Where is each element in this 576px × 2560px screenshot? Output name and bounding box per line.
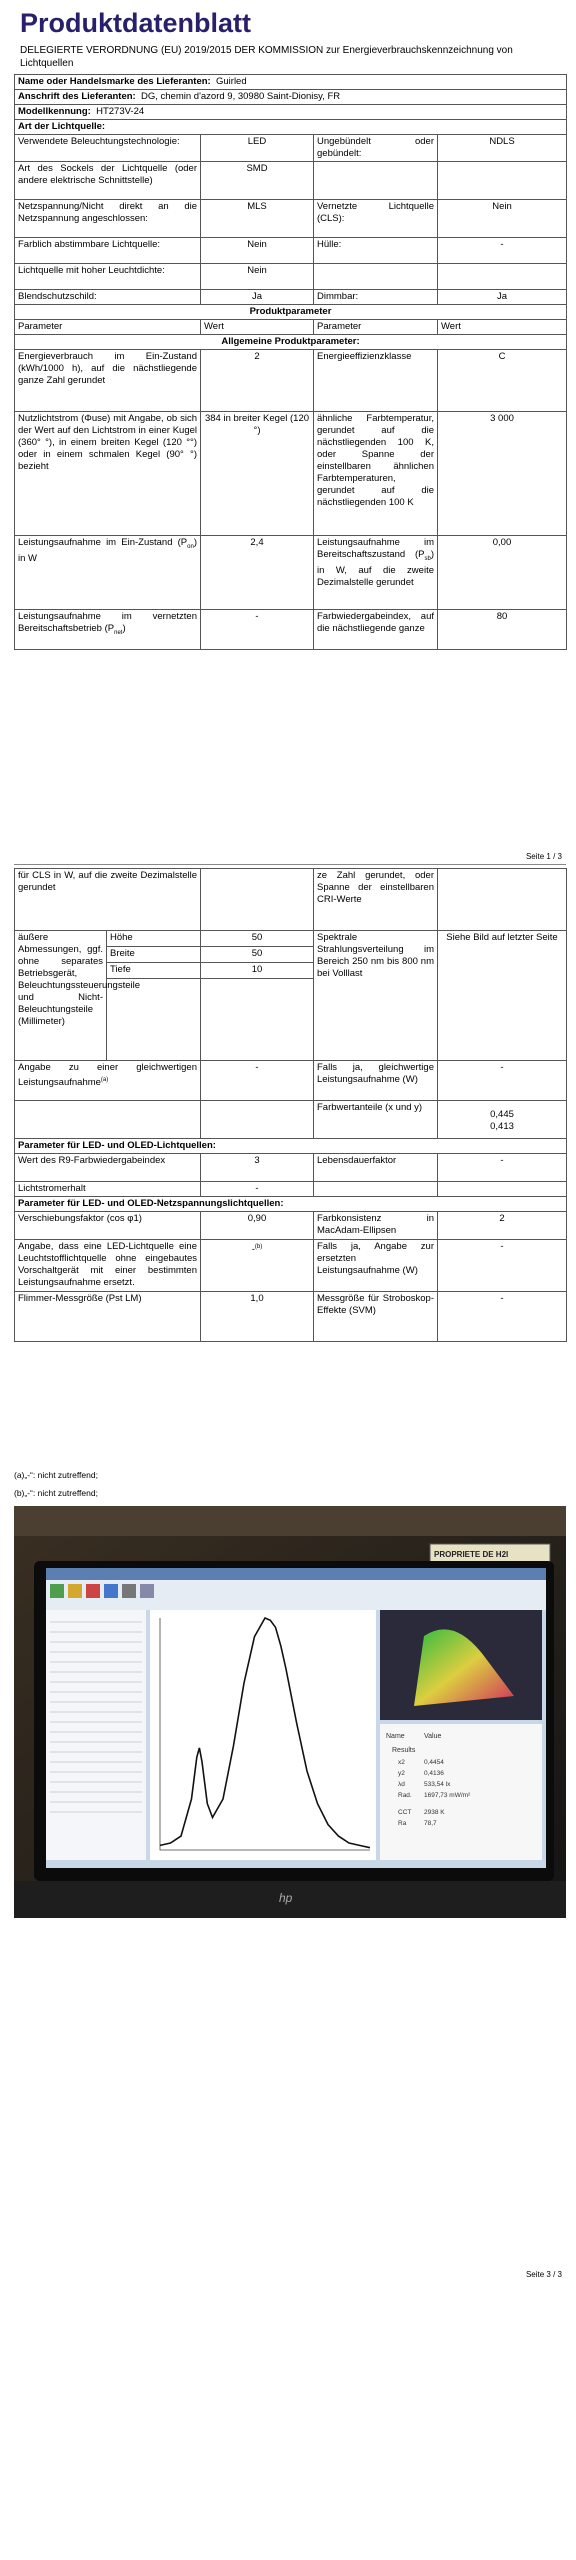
param-label: Farbkonsistenz in MacAdam-Ellipsen [314, 1212, 438, 1240]
param-value: 384 in breiter Kegel (120 °) [201, 412, 314, 536]
result-value: 533,54 lx [424, 1781, 451, 1788]
param-label [15, 610, 201, 650]
product-params-heading-row [15, 305, 567, 320]
param-value: - [201, 1182, 314, 1197]
equiv-row [15, 1061, 567, 1101]
hp-logo: hp [279, 1891, 293, 1905]
result-key: λd [398, 1781, 405, 1788]
light-source-row [15, 238, 567, 264]
chroma-value [438, 1101, 567, 1139]
param-row [15, 350, 567, 412]
param-value [201, 1240, 314, 1292]
led-param-row [15, 1182, 567, 1197]
equiv-label-sup: (a) [100, 1077, 109, 1083]
param-label: Wert des R9-Farbwiedergabeindex [15, 1154, 201, 1182]
result-value: 1697,73 mW/m² [424, 1792, 471, 1799]
param-label: für CLS in W, auf die zweite Dezimalstelle gerundet [15, 869, 201, 931]
param-value: 0,00 [438, 536, 567, 610]
height-value: 50 [201, 931, 314, 947]
supplier-address-row [15, 90, 567, 105]
ls-label-1: Blendschutzschild: [15, 290, 201, 305]
col-value-header: Wert [438, 320, 567, 335]
param-row [15, 610, 567, 650]
supplier-name-row [15, 75, 567, 90]
param-label [314, 1182, 438, 1197]
light-source-row [15, 135, 567, 162]
ls-value-1: MLS [201, 200, 314, 238]
led-heading-row [15, 1139, 567, 1154]
result-value: 2938 K [424, 1809, 445, 1816]
param-label-text: Leistungsaufnahme im Ein-Zustand (P [18, 537, 188, 548]
ls-value-1: Nein [201, 264, 314, 290]
param-label: ähnliche Farbtemperatur, gerundet auf die nächstliegenden 100 K, oder Spanne der einstellbaren ähnlichen Farbtemperaturen, gerundet auf die nächstliegenden 100 K [314, 412, 438, 536]
equiv-w-label: Falls ja, gleichwertige Leistungsaufnahme (W) [314, 1061, 438, 1101]
ls-label-1: Verwendete Beleuchtungstechnologie: [15, 135, 201, 162]
model-row [15, 105, 567, 120]
param-value [201, 869, 314, 931]
param-label: Energieverbrauch im Ein-Zustand (kWh/1000 h), auf die nächstliegende ganze Zahl gerundet [15, 350, 201, 412]
ls-value-1: SMD [201, 162, 314, 200]
result-key: CCT [398, 1809, 412, 1816]
dimensions-label: äußere Abmessungen, ggf. ohne separates Betriebsgerät, Beleuchtungssteuerungsteile und Nicht-Beleuchtungsteile (Millimeter) [15, 931, 107, 1061]
param-label-sub: on [187, 543, 194, 550]
param-label: Verschiebungsfaktor (cos φ1) [15, 1212, 201, 1240]
light-source-row [15, 200, 567, 238]
chroma-row [15, 1101, 567, 1139]
light-source-heading: Art der Lichtquelle: [15, 120, 567, 135]
model-label: Modellkennung: [18, 106, 91, 117]
param-value: C [438, 350, 567, 412]
page-number: Seite 3 / 3 [525, 2270, 562, 2279]
light-source-heading-row [15, 120, 567, 135]
chroma-x: 0,445 [490, 1109, 514, 1120]
light-source-row [15, 290, 567, 305]
ls-label-1: Art des Sockels der Lichtquelle (oder andere elektrische Schnittstelle) [15, 162, 201, 200]
supplier-name-label: Name oder Handelsmarke des Lieferanten: [18, 76, 211, 87]
supplier-name-value: Guirled [216, 76, 247, 87]
param-label-end: ) [122, 623, 126, 634]
dimension-row [15, 931, 567, 947]
ls-value-2: Ja [438, 290, 567, 305]
param-label: Lebensdauerfaktor [314, 1154, 438, 1182]
param-label [314, 536, 438, 610]
ls-label-2: Dimmbar: [314, 290, 438, 305]
equiv-value: - [201, 1061, 314, 1101]
empty-cell [15, 1101, 201, 1139]
param-value: 80 [438, 610, 567, 650]
led-mains-row [15, 1292, 567, 1342]
result-value: 78,7 [424, 1820, 437, 1827]
param-value-sup: (b) [254, 1244, 263, 1250]
param-label: Messgröße für Stroboskop-Effekte (SVM) [314, 1292, 438, 1342]
regulation-text: DELEGIERTE VERORDNUNG (EU) 2019/2015 DER KOMMISSION zur Energieverbrauchskennzeichnung von Lichtquellen [20, 45, 513, 69]
page-title: Produktdatenblatt [20, 8, 252, 38]
spectrometer-photo [14, 1506, 566, 1918]
led-params-heading: Parameter für LED- und OLED-Lichtquellen: [15, 1139, 567, 1154]
ls-value-2 [438, 264, 567, 290]
ls-label-2: Ungebündelt oder gebündelt: [314, 135, 438, 162]
param-label-text: Leistungsaufnahme im Bereitschaftszustand (P [317, 537, 434, 560]
ls-label-2 [314, 162, 438, 200]
ls-value-1: Ja [201, 290, 314, 305]
param-value: 3 000 [438, 412, 567, 536]
general-params-heading: Allgemeine Produktparameter: [15, 335, 567, 350]
led-mains-heading: Parameter für LED- und OLED-Netzspannungslichtquellen: [15, 1197, 567, 1212]
legend-value-header: Value [424, 1733, 442, 1740]
depth-label: Tiefe [107, 963, 201, 979]
param-label-end: ) in W, auf die zweite Dezimalstelle gerundet [317, 549, 434, 588]
empty-cell [201, 1101, 314, 1139]
param-row [15, 412, 567, 536]
result-value: 0,4136 [424, 1770, 444, 1777]
product-sheet-table-page2 [14, 868, 567, 1342]
chroma-y: 0,413 [490, 1121, 514, 1132]
ls-label-2 [314, 264, 438, 290]
spectral-value: Siehe Bild auf letzter Seite [438, 931, 567, 1061]
param-label-sub: sb [424, 555, 431, 562]
param-row [15, 536, 567, 610]
result-value: 0,4454 [424, 1759, 444, 1766]
ls-value-1: Nein [201, 238, 314, 264]
model-value: HT273V-24 [96, 106, 145, 117]
ls-value-2: NDLS [438, 135, 567, 162]
col-param-header: Parameter [15, 320, 201, 335]
result-key: Ra [398, 1820, 407, 1827]
sticker-label: PROPRIETE DE H2I [434, 1550, 509, 1559]
led-mains-heading-row [15, 1197, 567, 1212]
param-label: Lichtstromerhalt [15, 1182, 201, 1197]
param-value: 2 [201, 350, 314, 412]
ls-value-2: Nein [438, 200, 567, 238]
empty-cell [201, 979, 314, 1061]
ls-value-2: - [438, 238, 567, 264]
equiv-w-value: - [438, 1061, 567, 1101]
width-value: 50 [201, 947, 314, 963]
general-params-heading-row [15, 335, 567, 350]
column-header-row [15, 320, 567, 335]
led-param-row [15, 1154, 567, 1182]
param-label: Falls ja, Angabe zur ersetzten Leistungsaufnahme (W) [314, 1240, 438, 1292]
equiv-label [15, 1061, 201, 1101]
page-number: Seite 1 / 3 [525, 852, 562, 861]
page-separator [14, 864, 566, 865]
param-label: ze Zahl gerundet, oder Spanne der einstellbaren CRI-Werte [314, 869, 438, 931]
ls-label-2: Vernetzte Lichtquelle (CLS): [314, 200, 438, 238]
param-label: Farbwiedergabeindex, auf die nächstliegende ganze [314, 610, 438, 650]
param-value: - [438, 1154, 567, 1182]
param-value: - [438, 1292, 567, 1342]
ls-label-2: Hülle: [314, 238, 438, 264]
supplier-address-label: Anschrift des Lieferanten: [18, 91, 136, 102]
laptop-screen-photo [14, 1506, 566, 1918]
led-mains-row [15, 1212, 567, 1240]
param-row-continued [15, 869, 567, 931]
height-label: Höhe [107, 931, 201, 947]
supplier-address-value: DG, chemin d'azord 9, 30980 Saint-Dionisy, FR [141, 91, 341, 102]
col-value-header: Wert [201, 320, 314, 335]
param-label: Energieeffizienzklasse [314, 350, 438, 412]
param-label: Nutzlichtstrom (Φuse) mit Angabe, ob sich der Wert auf den Lichtstrom in einer Kugel (360° °), in einem breiten Kegel (120 °°) oder in einem schmalen Kegel (90° °) bezieht [15, 412, 201, 536]
depth-value: 10 [201, 963, 314, 979]
ls-label-1: Lichtquelle mit hoher Leuchtdichte: [15, 264, 201, 290]
param-label-end: ) in W [18, 537, 197, 564]
param-value: - [201, 610, 314, 650]
result-key: x2 [398, 1759, 405, 1766]
col-param-header: Parameter [314, 320, 438, 335]
param-value: 2 [438, 1212, 567, 1240]
param-value: 3 [201, 1154, 314, 1182]
led-mains-row [15, 1240, 567, 1292]
param-value: 2,4 [201, 536, 314, 610]
param-value-text: - [251, 1244, 255, 1256]
ls-label-1: Farblich abstimmbare Lichtquelle: [15, 238, 201, 264]
result-key: Rad. [398, 1792, 412, 1799]
equiv-label-text: Angabe zu einer gleichwertigen Leistungsaufnahme [18, 1062, 197, 1089]
param-value [438, 1182, 567, 1197]
param-label: Flimmer-Messgröße (Pst LM) [15, 1292, 201, 1342]
light-source-row [15, 162, 567, 200]
footnote-a: (a)„-“: nicht zutreffend; [14, 1470, 98, 1480]
footnote-b: (b)„-“: nicht zutreffend; [14, 1488, 98, 1498]
param-label [15, 536, 201, 610]
chroma-label: Farbwertanteile (x und y) [314, 1101, 438, 1139]
legend-name-header: Name [386, 1733, 405, 1740]
param-label-text: Leistungsaufnahme im vernetzten Bereitschaftsbetrieb (P [18, 611, 197, 634]
product-params-heading: Produktparameter [15, 305, 567, 320]
param-value [438, 869, 567, 931]
result-key: y2 [398, 1770, 405, 1777]
spectral-label: Spektrale Strahlungsverteilung im Bereich 250 nm bis 800 nm bei Volllast [314, 931, 438, 1061]
width-label: Breite [107, 947, 201, 963]
ls-value-2 [438, 162, 567, 200]
product-sheet-table-page1 [14, 74, 567, 650]
param-value: 1,0 [201, 1292, 314, 1342]
param-value: - [438, 1240, 567, 1292]
light-source-row [15, 264, 567, 290]
ls-value-1: LED [201, 135, 314, 162]
ls-label-1: Netzspannung/Nicht direkt an die Netzspannung angeschlossen: [15, 200, 201, 238]
param-label: Angabe, dass eine LED-Lichtquelle eine Leuchtstofflichtquelle ohne eingebautes Vorschaltgerät mit einer bestimmten Leistungsaufnahme ersetzt. [15, 1240, 201, 1292]
results-label: Results [392, 1747, 416, 1754]
param-value: 0,90 [201, 1212, 314, 1240]
param-label-sub: net [114, 629, 123, 636]
